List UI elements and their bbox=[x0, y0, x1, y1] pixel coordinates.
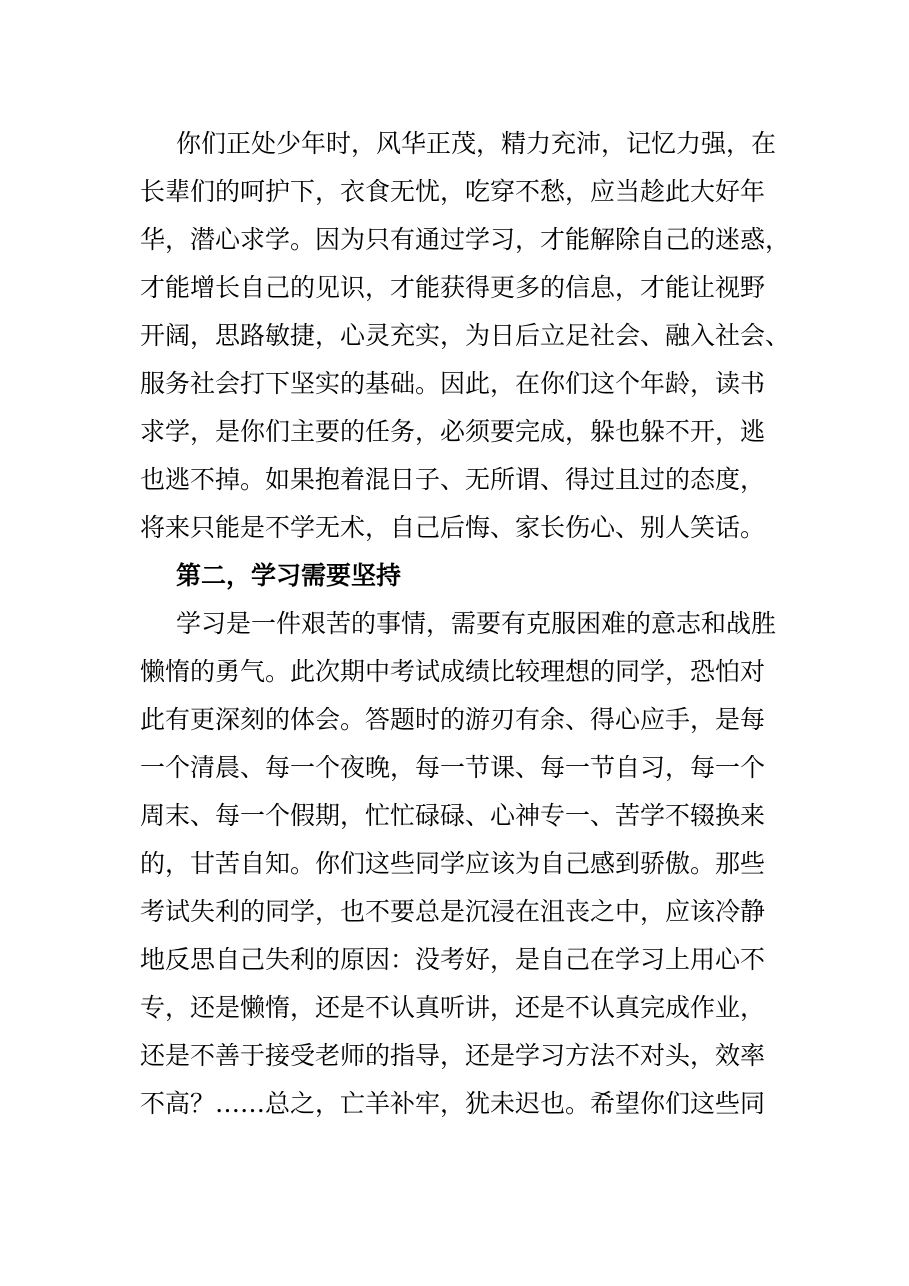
paragraph-line: 还是不善于接受老师的指导，还是学习方法不对头，效率 bbox=[140, 1041, 766, 1070]
paragraph-line: 才能增长自己的见识，才能获得更多的信息，才能让视野 bbox=[140, 273, 766, 302]
paragraph-line: 长辈们的呵护下，衣食无忧，吃穿不愁，应当趁此大好年 bbox=[140, 177, 766, 206]
paragraph-line: 开阔，思路敏捷，心灵充实，为日后立足社会、融入社会、 bbox=[140, 321, 791, 350]
paragraph-line: 懒惰的勇气。此次期中考试成绩比较理想的同学，恐怕对 bbox=[140, 657, 766, 686]
paragraph-line: 一个清晨、每一个夜晚，每一节课、每一节自习，每一个 bbox=[140, 753, 766, 782]
paragraph-line: 周末、每一个假期，忙忙碌碌、心神专一、苦学不辍换来 bbox=[140, 801, 766, 830]
paragraph-line: 求学，是你们主要的任务，必须要完成，躲也躲不开，逃 bbox=[140, 417, 766, 446]
paragraph-line: 学习是一件艰苦的事情，需要有克服困难的意志和战胜 bbox=[176, 609, 777, 638]
paragraph-line: 的，甘苦自知。你们这些同学应该为自己感到骄傲。那些 bbox=[140, 849, 766, 878]
paragraph-line: 不高？……总之，亡羊补牢，犹未迟也。希望你们这些同 bbox=[140, 1089, 766, 1118]
section-heading: 第二，学习需要坚持 bbox=[176, 561, 402, 590]
paragraph-line: 此有更深刻的体会。答题时的游刃有余、得心应手，是每 bbox=[140, 705, 766, 734]
paragraph-line: 也逃不掉。如果抱着混日子、无所谓、得过且过的态度， bbox=[140, 465, 766, 494]
paragraph-line: 华，潜心求学。因为只有通过学习，才能解除自己的迷惑， bbox=[140, 225, 791, 254]
paragraph-line: 地反思自己失利的原因：没考好，是自己在学习上用心不 bbox=[140, 945, 766, 974]
paragraph-line: 考试失利的同学，也不要总是沉浸在沮丧之中，应该冷静 bbox=[140, 897, 766, 926]
paragraph-line: 将来只能是不学无术，自己后悔、家长伤心、别人笑话。 bbox=[140, 513, 766, 542]
paragraph-line: 专，还是懒惰，还是不认真听讲，还是不认真完成作业， bbox=[140, 993, 766, 1022]
paragraph-line: 服务社会打下坚实的基础。因此，在你们这个年龄，读书 bbox=[140, 369, 766, 398]
paragraph-line: 你们正处少年时，风华正茂，精力充沛，记忆力强，在 bbox=[176, 129, 777, 158]
